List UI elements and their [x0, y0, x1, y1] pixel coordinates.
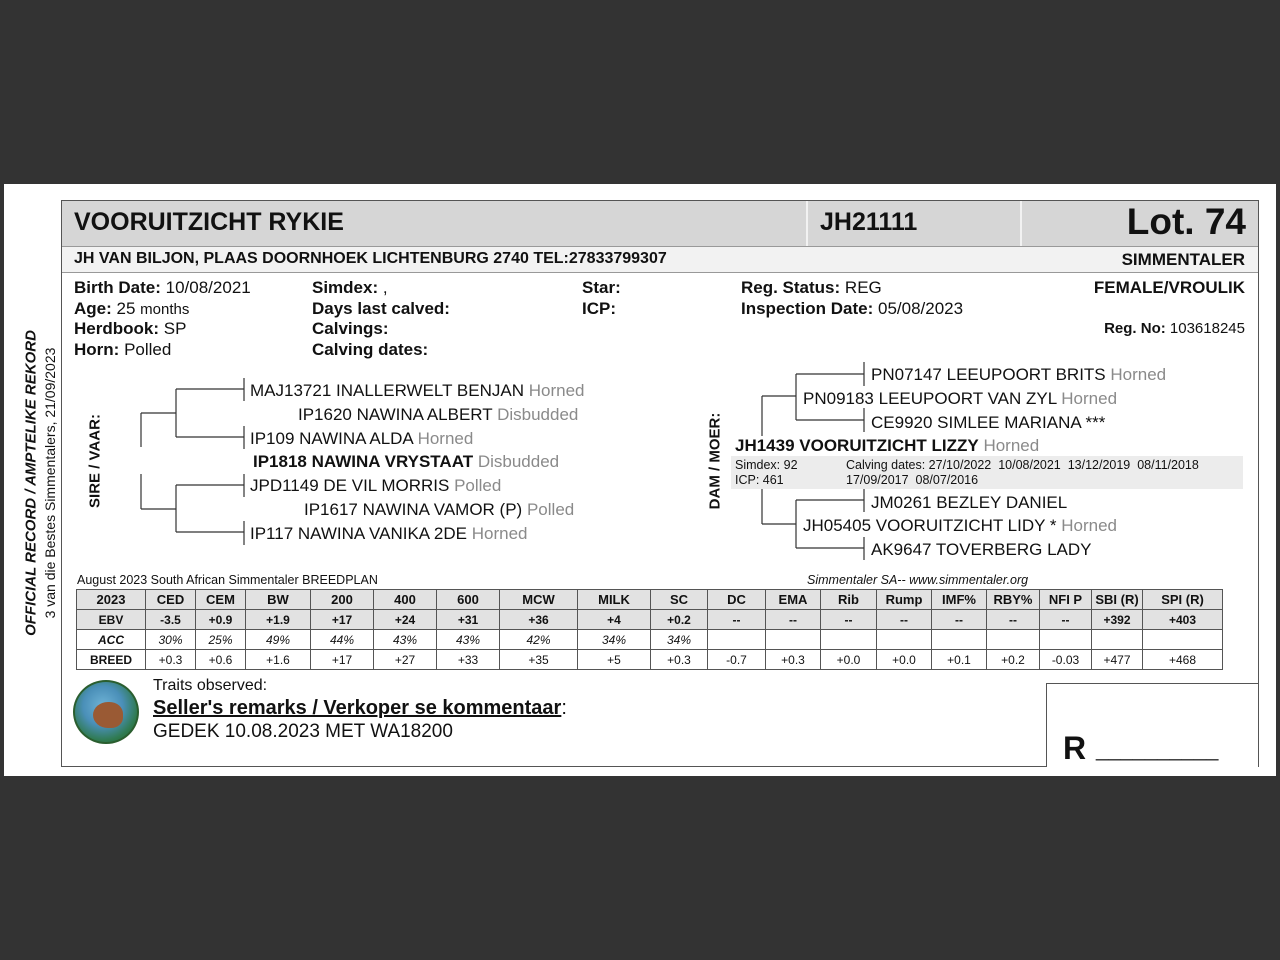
ebv-cell: +17: [311, 650, 374, 670]
seller-remarks-heading: Seller's remarks / Verkoper se kommentaar:: [153, 697, 567, 719]
sire-dam: IP1617 NAWINA VAMOR (P) Polled: [304, 500, 575, 519]
ebv-cell: +477: [1092, 650, 1143, 670]
ebv-cell: +0.2: [987, 650, 1040, 670]
ebv-header-cell: SC: [651, 590, 708, 610]
sire-dam-sire: JPD1149 DE VIL MORRIS Polled: [250, 476, 502, 495]
ebv-cell: +403: [1143, 610, 1223, 630]
animal-id: JH21111: [820, 208, 918, 236]
ebv-header-cell: 200: [311, 590, 374, 610]
breed-avg-row: [77, 650, 1223, 670]
calving-dates: Calving dates:: [312, 340, 429, 359]
ebv-cell: +27: [374, 650, 437, 670]
star: Star:: [582, 278, 621, 297]
ebv-cell: +0.3: [146, 650, 196, 670]
ebv-cell: [1092, 630, 1143, 650]
simmentaler-logo: [73, 680, 139, 744]
ebv-row-label: EBV: [77, 610, 146, 630]
icp: ICP:: [582, 299, 616, 318]
dam-sire-sire: PN07147 LEEUPOORT BRITS Horned: [871, 365, 1167, 384]
ebv-cell: +0.3: [766, 650, 821, 670]
ebv-cell: [932, 630, 987, 650]
dam-name: JH1439 VOORUITZICHT LIZZY Horned: [735, 436, 1040, 455]
price-currency: R: [1063, 730, 1087, 766]
ebv-row-label: ACC: [77, 630, 146, 650]
ebv-cell: +0.3: [651, 650, 708, 670]
ebv-cell: +1.9: [246, 610, 311, 630]
ebv-cell: 43%: [437, 630, 500, 650]
ebv-header-cell: 600: [437, 590, 500, 610]
ebv-cell: -3.5: [146, 610, 196, 630]
ebv-header-cell: SBI (R): [1092, 590, 1143, 610]
ebv-cell: +4: [578, 610, 651, 630]
sire-sire: IP1620 NAWINA ALBERT Disbudded: [298, 405, 579, 424]
official-record-label: OFFICIAL RECORD / AMPTELIKE REKORD: [22, 330, 40, 636]
age: Age: 25 months: [74, 299, 190, 318]
ebv-row-label: BREED: [77, 650, 146, 670]
ebv-header-cell: Rib: [821, 590, 877, 610]
birth-date: Birth Date: 10/08/2021: [74, 278, 251, 297]
ebv-header-cell: EMA: [766, 590, 821, 610]
ebv-cell: [877, 630, 932, 650]
ebv-cell: 44%: [311, 630, 374, 650]
ebv-cell: --: [932, 610, 987, 630]
ebv-cell: +468: [1143, 650, 1223, 670]
ebv-cell: +0.9: [196, 610, 246, 630]
ebv-cell: +35: [500, 650, 578, 670]
breeder-address: JH VAN BILJON, PLAAS DOORNHOEK LICHTENBURG 2740 TEL:27833799307: [74, 250, 667, 267]
ebv-header-cell: SPI (R): [1143, 590, 1223, 610]
ebv-header-cell: CEM: [196, 590, 246, 610]
ebv-table: [76, 589, 1223, 670]
ebv-header-cell: BW: [246, 590, 311, 610]
ebv-cell: 42%: [500, 630, 578, 650]
ebv-cell: -0.03: [1040, 650, 1092, 670]
ebv-cell: --: [877, 610, 932, 630]
traits-observed: Traits observed:: [153, 677, 268, 694]
ebv-cell: +392: [1092, 610, 1143, 630]
ebv-cell: --: [1040, 610, 1092, 630]
reg-number: Reg. No: 103618245: [1104, 320, 1245, 337]
sire-name: IP1818 NAWINA VRYSTAAT Disbudded: [253, 452, 560, 471]
lot-number: Lot. 74: [1126, 201, 1246, 242]
ebv-header-cell: NFI P: [1040, 590, 1092, 610]
ebv-cell: --: [821, 610, 877, 630]
dam-icp: ICP: 461: [735, 473, 784, 487]
sire-sire-dam: IP109 NAWINA ALDA Horned: [250, 429, 474, 448]
ebv-cell: 34%: [651, 630, 708, 650]
ebv-header-cell: Rump: [877, 590, 932, 610]
ebv-header-cell: MILK: [578, 590, 651, 610]
ebv-cell: --: [766, 610, 821, 630]
ebv-cell: +1.6: [246, 650, 311, 670]
dam-calving-dates: Calving dates: 27/10/2022 10/08/2021 13/12/2019 08/11/2018: [846, 458, 1199, 472]
ebv-cell: +5: [578, 650, 651, 670]
ebv-cell: [821, 630, 877, 650]
acc-row: [77, 630, 1223, 650]
ebv-cell: --: [708, 610, 766, 630]
ebv-cell: 25%: [196, 630, 246, 650]
ebv-header-cell: MCW: [500, 590, 578, 610]
ebv-cell: [766, 630, 821, 650]
ebv-cell: +0.0: [821, 650, 877, 670]
ebv-header-row: [77, 590, 1223, 610]
sire-sire-sire: MAJ13721 INALLERWELT BENJAN Horned: [250, 381, 585, 400]
ebv-header-cell: DC: [708, 590, 766, 610]
breed-name: SIMMENTALER: [1121, 250, 1245, 269]
ebv-row: [77, 610, 1223, 630]
calvings: Calvings:: [312, 319, 389, 338]
dam-sire-dam: CE9920 SIMLEE MARIANA ***: [871, 413, 1106, 432]
ebv-cell: +0.1: [932, 650, 987, 670]
ebv-cell: +0.6: [196, 650, 246, 670]
ebv-cell: [987, 630, 1040, 650]
breedplan-website: Simmentaler SA-- www.simmentaler.org: [807, 573, 1029, 587]
animal-name: VOORUITZICHT RYKIE: [74, 208, 344, 236]
ebv-cell: --: [987, 610, 1040, 630]
dam-dam: JH05405 VOORUITZICHT LIDY * Horned: [803, 516, 1118, 535]
sire-label: SIRE / VAAR:: [86, 414, 104, 508]
ebv-cell: +33: [437, 650, 500, 670]
sex: FEMALE/VROULIK: [1093, 278, 1245, 297]
ebv-cell: 30%: [146, 630, 196, 650]
ebv-header-cell: CED: [146, 590, 196, 610]
ebv-header-cell: RBY%: [987, 590, 1040, 610]
ebv-header-cell: 400: [374, 590, 437, 610]
ebv-cell: [1143, 630, 1223, 650]
ebv-cell: 49%: [246, 630, 311, 650]
ebv-cell: +36: [500, 610, 578, 630]
dam-dam-dam: AK9647 TOVERBERG LADY: [871, 540, 1092, 559]
dam-simdex: Simdex: 92: [735, 458, 798, 472]
ebv-cell: [708, 630, 766, 650]
dam-dam-sire: JM0261 BEZLEY DANIEL: [871, 493, 1068, 512]
ebv-cell: 34%: [578, 630, 651, 650]
inspection-date: Inspection Date: 05/08/2023: [741, 299, 964, 318]
ebv-cell: +17: [311, 610, 374, 630]
ebv-cell: +0.0: [877, 650, 932, 670]
seller-remarks-text: GEDEK 10.08.2023 MET WA18200: [153, 721, 453, 742]
ebv-header-cell: 2023: [77, 590, 146, 610]
dam-sire: PN09183 LEEUPOORT VAN ZYL Horned: [803, 389, 1118, 408]
ebv-cell: +31: [437, 610, 500, 630]
simdex: Simdex: ,: [312, 278, 388, 297]
ebv-cell: +0.2: [651, 610, 708, 630]
horn-status: Horn: Polled: [74, 340, 172, 359]
price-line: __________: [1096, 736, 1219, 761]
ebv-cell: 43%: [374, 630, 437, 650]
breedplan-title: August 2023 South African Simmentaler BREEDPLAN: [77, 573, 378, 587]
dam-label: DAM / MOER:: [706, 412, 724, 510]
sire-dam-dam: IP117 NAWINA VANIKA 2DE Horned: [250, 524, 528, 543]
dam-calving-dates-2: 17/09/2017 08/07/2016: [846, 473, 979, 487]
sale-caption: 3 van die Bestes Simmentalers, 21/09/2023: [42, 347, 58, 619]
ebv-header-cell: IMF%: [932, 590, 987, 610]
herdbook: Herdbook: SP: [74, 319, 187, 338]
ebv-cell: [1040, 630, 1092, 650]
days-last-calved: Days last calved:: [312, 299, 450, 318]
ebv-cell: -0.7: [708, 650, 766, 670]
reg-status: Reg. Status: REG: [741, 278, 882, 297]
ebv-cell: +24: [374, 610, 437, 630]
